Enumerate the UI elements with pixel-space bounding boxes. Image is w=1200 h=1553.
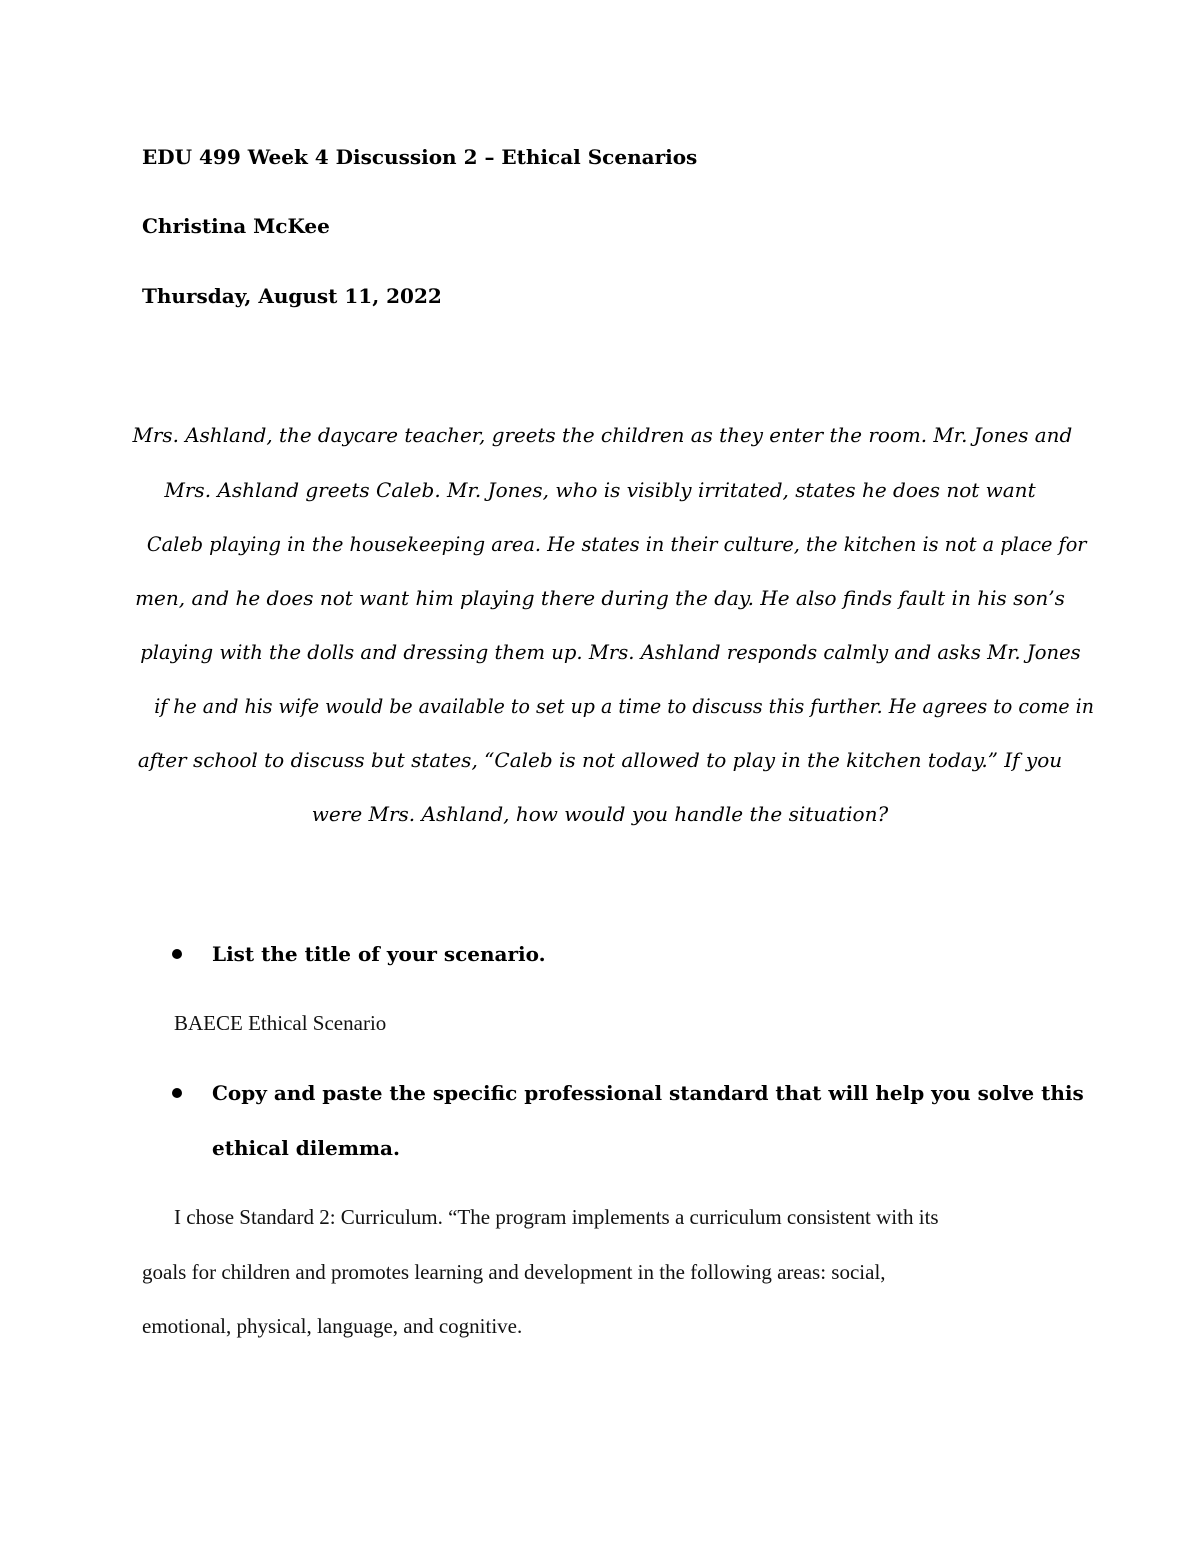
- scenario-line: if he and his wife would be available to set up a time to discuss this further. He agrees to come in: [154, 694, 1094, 718]
- question-answer: BAECE Ethical Scenario: [174, 1011, 387, 1035]
- scenario-line: playing with the dolls and dressing them up. Mrs. Ashland responds calmly and asks Mr. Jones: [140, 640, 1081, 664]
- document-date: Thursday, August 11, 2022: [142, 284, 442, 308]
- author-name: Christina McKee: [142, 214, 330, 238]
- scenario-line: Caleb playing in the housekeeping area. He states in their culture, the kitchen is not a place for: [146, 532, 1087, 556]
- scenario-line: Mrs. Ashland greets Caleb. Mr. Jones, who is visibly irritated, states he does not want: [164, 478, 1036, 502]
- document-title: EDU 499 Week 4 Discussion 2 – Ethical Scenarios: [142, 145, 698, 169]
- answer-line: emotional, physical, language, and cognitive.: [142, 1314, 523, 1338]
- bullet-point-icon: [172, 1088, 182, 1098]
- answer-line: goals for children and promotes learning and development in the following areas: social,: [142, 1260, 886, 1284]
- scenario-line: after school to discuss but states, “Caleb is not allowed to play in the kitchen today.” If you: [137, 748, 1063, 772]
- question-prompt: Copy and paste the specific professional standard that will help you solve this: [212, 1081, 1084, 1105]
- scenario-line: men, and he does not want him playing there during the day. He also finds fault in his son’s: [135, 586, 1065, 610]
- scenario-line: Mrs. Ashland, the daycare teacher, greets the children as they enter the room. Mr. Jones and: [132, 423, 1073, 447]
- answer-line: I chose Standard 2: Curriculum. “The program implements a curriculum consistent with its: [174, 1205, 939, 1229]
- bullet-point-icon: [172, 949, 182, 959]
- question-prompt: List the title of your scenario.: [212, 942, 546, 966]
- scenario-line: were Mrs. Ashland, how would you handle the situation?: [311, 802, 889, 826]
- question-prompt: ethical dilemma.: [212, 1136, 400, 1160]
